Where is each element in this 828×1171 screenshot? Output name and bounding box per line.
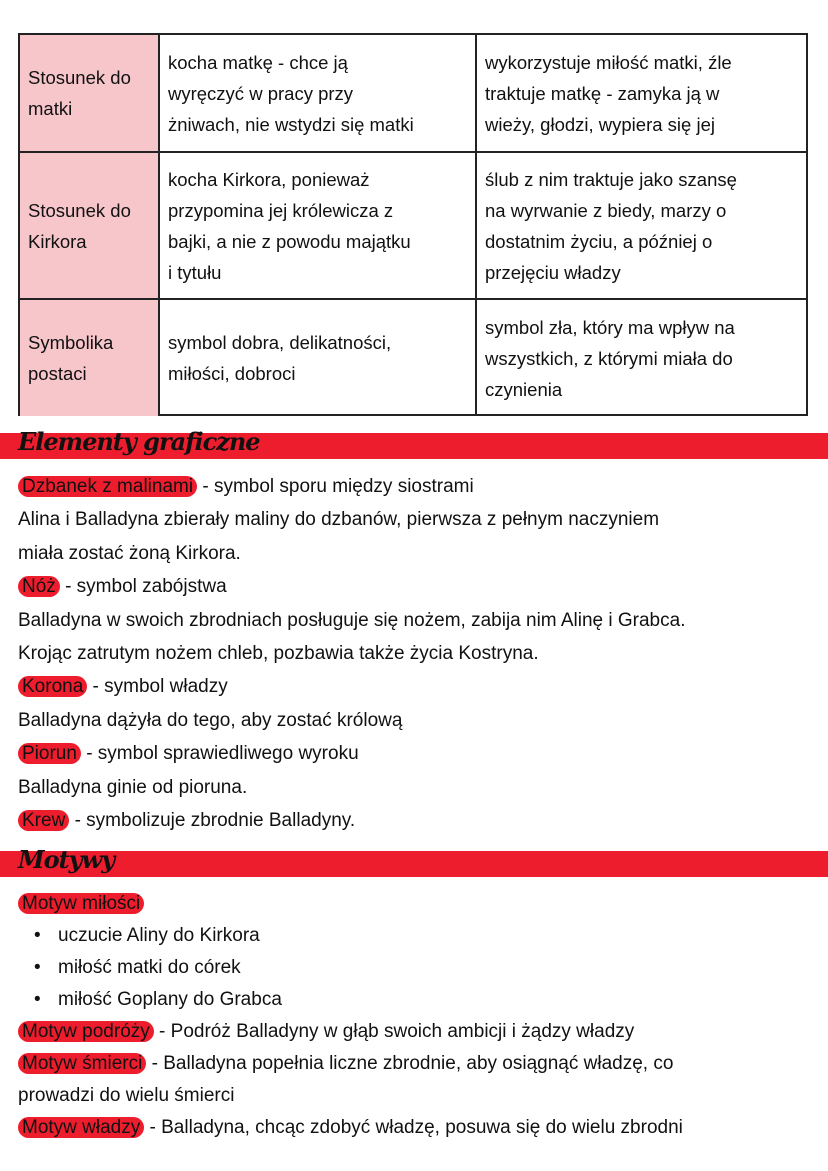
row-header [20,300,160,416]
highlighted-term: Krew [18,810,69,831]
text-line: Balladyna ginie od pioruna. [18,776,248,798]
cell-line: Stosunek do [28,67,131,88]
table-cell [477,35,806,153]
table-cell [477,153,806,300]
cell-line: bajki, a nie z powodu majątku [168,230,411,252]
cell-line: kocha Kirkora, ponieważ [168,168,370,190]
cell-line: symbol zła, który ma wpływ na [485,316,735,338]
highlighted-term: Motyw miłości [18,893,144,914]
term-description: - symbol władzy [87,676,228,698]
cell-line: dostatnim życiu, a później o [485,230,713,252]
text-line: miała zostać żoną Kirkora. [18,542,241,564]
bullet-item [38,985,282,1015]
text-line: Krojąc zatrutym nożem chleb, pozbawia także życia Kostryna. [18,643,539,664]
section-bar-graphic [0,427,828,459]
list-item [18,572,227,602]
highlighted-term: Motyw śmierci [18,1053,146,1074]
section-title: Motywy [18,845,115,874]
cell-line: przejęciu władzy [485,261,621,283]
term-description: - symbol zabójstwa [59,576,227,598]
list-item [18,889,144,919]
list-item [18,739,359,769]
table-cell [160,300,477,416]
bullet-item [38,921,260,951]
section-bar-motifs [0,845,828,877]
cell-line: miłości, dobroci [168,363,296,384]
table-cell [477,300,806,416]
table-cell [160,35,477,153]
bullet-text: miłość matki do córek [58,957,241,978]
list-item [18,1049,673,1079]
term-description: - symbol sporu między siostrami [197,476,474,497]
cell-line: Stosunek do [28,199,131,221]
list-item [18,806,355,836]
cell-line: wykorzystuje miłość matki, źle [485,51,732,73]
bullet-text: uczucie Aliny do Kirkora [58,925,260,946]
cell-line: na wyrwanie z biedy, marzy o [485,199,727,221]
term-description: - Balladyna popełnia liczne zbrodnie, aby osiągnąć władzę, co [146,1053,674,1074]
cell-line: żniwach, nie wstydzi się matki [168,113,414,135]
cell-line: kocha matkę - chce ją [168,51,348,73]
highlighted-term: Dzbanek z malinami [18,476,197,497]
cell-line: wyręczyć w pracy przy [168,82,354,104]
cell-line: Symbolika [28,332,114,353]
comparison-table [18,33,808,416]
list-item [18,672,228,702]
cell-line: symbol dobra, delikatności, [168,332,392,353]
cell-line: Kirkora [28,230,87,252]
list-item [18,1113,683,1143]
cell-line: wszystkich, z którymi miała do [485,347,733,369]
table-cell [160,153,477,300]
row-header [20,153,160,300]
cell-line: przypomina jej królewicza z [168,199,394,221]
highlighted-term: Motyw władzy [18,1117,144,1138]
list-item [18,1017,634,1047]
cell-line: i tytułu [168,261,222,283]
term-description: - Podróż Balladyny w głąb swoich ambicji i żądzy władzy [153,1021,635,1042]
section-title: Elementy graficzne [18,427,260,456]
highlighted-term: Nóż [18,576,60,597]
bullet-item [38,953,241,983]
bullet-text: miłość Goplany do Grabca [58,989,282,1010]
term-description: - symbol sprawiedliwego wyroku [80,743,359,765]
list-item [18,472,474,502]
cell-line: ślub z nim traktuje jako szansę [485,168,737,190]
text-line: Alina i Balladyna zbierały maliny do dzbanów, pierwsza z pełnym naczyniem [18,509,660,531]
term-description: - symbolizuje zbrodnie Balladyny. [69,810,356,831]
cell-line: czynienia [485,378,563,400]
term-description: - Balladyna, chcąc zdobyć władzę, posuwa się do wielu zbrodni [144,1117,683,1138]
row-header [20,35,160,153]
highlighted-term: Piorun [18,743,81,764]
text-line: Balladyna w swoich zbrodniach posługuje się nożem, zabija nim Alinę i Grabca. [18,609,686,631]
cell-line: matki [28,98,73,119]
cell-line: wieży, głodzi, wypiera się jej [485,113,715,135]
cell-line: traktuje matkę - zamyka ją w [485,82,720,104]
highlighted-term: Korona [18,676,87,697]
text-line: prowadzi do wielu śmierci [18,1085,235,1106]
highlighted-term: Motyw podróży [18,1021,154,1042]
text-line: Balladyna dążyła do tego, aby zostać królową [18,709,403,731]
cell-line: postaci [28,363,87,384]
